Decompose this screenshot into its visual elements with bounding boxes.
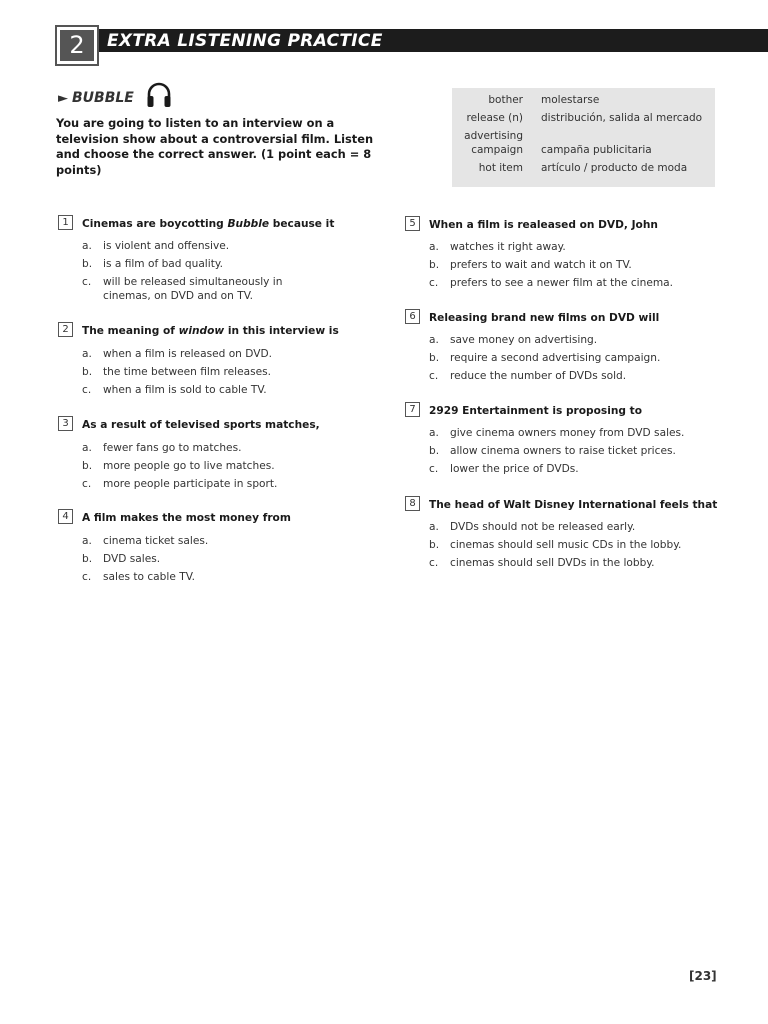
question-stem: The meaning of window in this interview is	[82, 325, 339, 337]
glossary-term: bother	[488, 94, 523, 106]
glossary-term: release (n)	[466, 112, 523, 124]
question-stem: Cinemas are boycotting Bubble because it	[82, 218, 335, 230]
page-title: EXTRA LISTENING PRACTICE	[107, 31, 383, 51]
task-title	[58, 86, 134, 110]
glossary-definition: campaña publicitaria	[541, 144, 652, 156]
glossary-definition: artículo / producto de moda	[541, 162, 688, 174]
page-number: [23]	[689, 969, 717, 983]
question-stem: 2929 Entertainment is proposing to	[429, 405, 642, 417]
section-number-box	[55, 25, 99, 66]
question-number: 4	[58, 509, 73, 524]
glossary-term: campaign	[471, 144, 523, 156]
question-number: 5	[405, 216, 420, 231]
task-instructions: You are going to listen to an interview on a television show about a controversial film. Listen and choose the correct answer. (1 point each = 8 points)	[56, 116, 374, 177]
question-number: 7	[405, 402, 420, 417]
question-stem: A film makes the most money from	[82, 512, 291, 524]
question-number: 2	[58, 322, 73, 337]
play-arrow-icon: ►	[58, 90, 68, 106]
question-number: 8	[405, 496, 420, 511]
question-stem: When a film is realeased on DVD, John	[429, 219, 658, 231]
section-number: 2	[60, 30, 94, 61]
glossary-term: hot item	[478, 162, 523, 174]
glossary-term: advertising	[464, 130, 523, 142]
task-title-text: BUBBLE	[72, 90, 134, 106]
question-number: 6	[405, 309, 420, 324]
question-stem: The head of Walt Disney International feels that	[429, 499, 718, 511]
question-number: 1	[58, 215, 73, 230]
question-stem: As a result of televised sports matches,	[82, 419, 320, 431]
glossary-definition: distribución, salida al mercado	[541, 112, 703, 124]
glossary-definition: molestarse	[541, 94, 600, 106]
headphones-icon	[146, 81, 172, 109]
question-number: 3	[58, 416, 73, 431]
glossary-box	[452, 88, 715, 187]
question-stem: Releasing brand new films on DVD will	[429, 312, 660, 324]
